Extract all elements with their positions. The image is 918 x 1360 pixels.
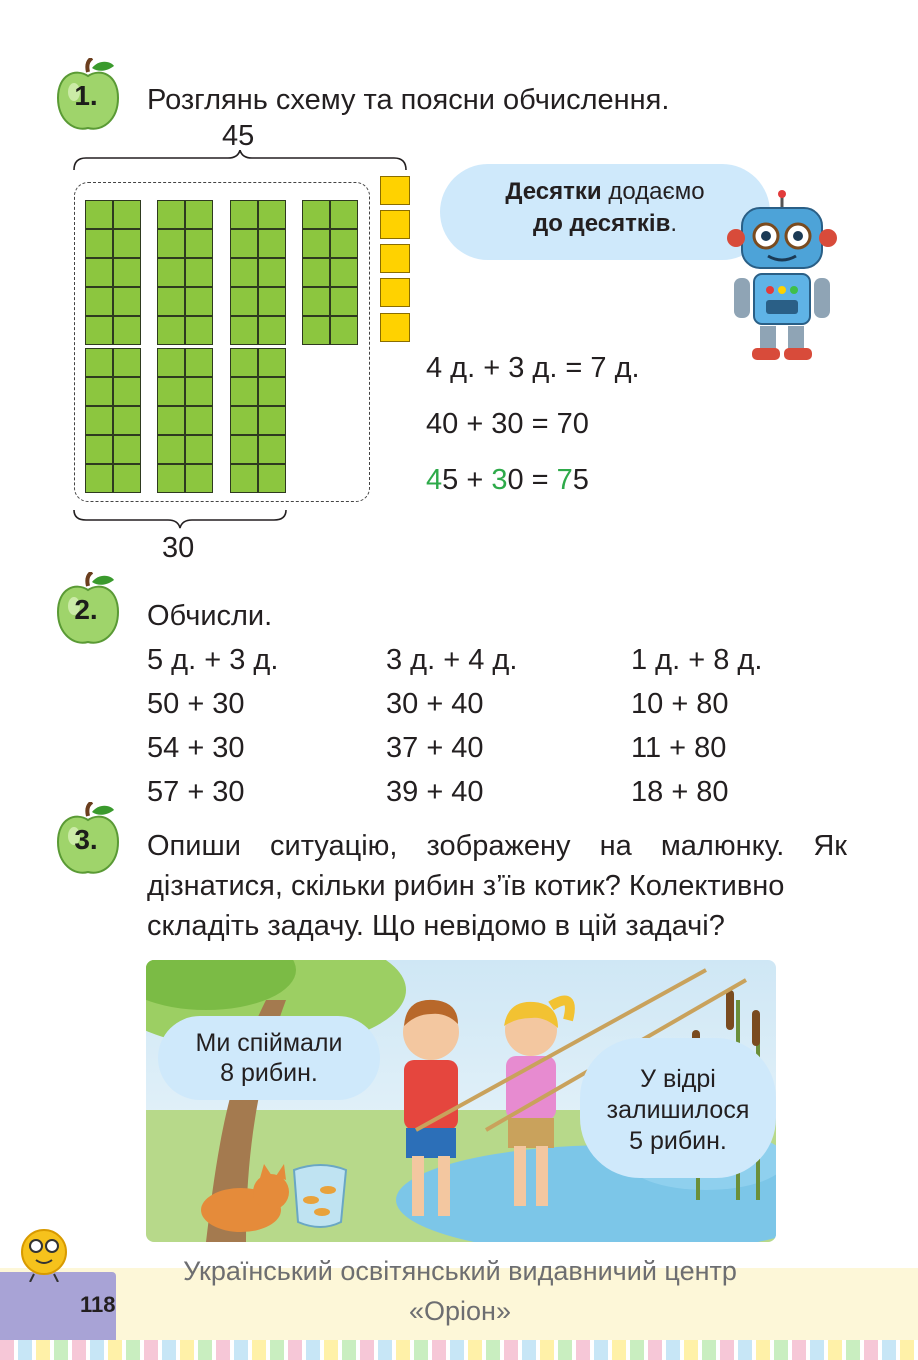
tens-block: [85, 200, 141, 345]
equation-part: 5: [572, 464, 589, 496]
tens-block: [157, 348, 213, 493]
unit-cube: [380, 278, 410, 307]
mascot-icon: [10, 1222, 80, 1282]
footer-stripe: [0, 1340, 918, 1360]
bubble-line: Ми спіймали: [195, 1029, 343, 1057]
top-brace: [72, 150, 410, 172]
expression: 37 + 40: [386, 732, 484, 764]
task3-line: дізнатися, скільки рибин з’їв котик? Колективно: [147, 870, 785, 902]
page-number: 118: [80, 1292, 116, 1317]
expression: 57 + 30: [147, 776, 245, 808]
expression: 50 + 30: [147, 688, 245, 720]
apple-number-badge-2: [56, 572, 120, 642]
publisher-name: Український освітянський видавничий центр: [183, 1256, 737, 1286]
task-number: 1.: [74, 80, 98, 111]
bubble-bold-text: Десятки: [505, 178, 602, 205]
task-number: 3.: [74, 824, 98, 855]
unit-cube: [380, 244, 410, 273]
expression: 18 + 80: [631, 776, 729, 808]
bubble-line: 5 рибин.: [629, 1127, 727, 1155]
digit-tens: 4: [426, 464, 443, 496]
bottom-brace-label: 30: [162, 532, 195, 564]
tens-block: [302, 200, 358, 345]
equation-tens: 4 д. + 3 д. = 7 д.: [426, 352, 640, 384]
task1-instruction: Розглянь схему та поясни обчислення.: [147, 84, 670, 116]
expression: 39 + 40: [386, 776, 484, 808]
publisher-brand: «Оріон»: [409, 1296, 511, 1326]
expression: 30 + 40: [386, 688, 484, 720]
bubble-text: .: [670, 210, 678, 237]
bottom-brace: [72, 508, 290, 530]
speech-bubble-bucket: [580, 1038, 776, 1178]
tens-block: [157, 200, 213, 345]
bubble-text: додаємо: [601, 178, 705, 205]
task3-line: складіть задачу. Що невідомо в цій задачі?: [147, 910, 725, 942]
equation-round: 40 + 30 = 70: [426, 408, 589, 440]
bubble-line: залишилося: [606, 1096, 750, 1124]
task3-line: Опиши ситуацію, зображену на малюнку. Як: [147, 830, 847, 862]
bubble-line: У відрі: [640, 1065, 716, 1093]
task2-instruction: Обчисли.: [147, 600, 273, 632]
task3-instruction: [147, 826, 847, 946]
expression: 54 + 30: [147, 732, 245, 764]
expression: 1 д. + 8 д.: [631, 644, 763, 676]
task2-column-3: [631, 640, 762, 812]
expression: 5 д. + 3 д.: [147, 644, 279, 676]
bubble-line: 8 рибин.: [220, 1059, 318, 1087]
equation-full: [426, 464, 589, 497]
task2-column-2: [386, 640, 517, 812]
tens-block: [230, 200, 286, 345]
tens-block: [85, 348, 141, 493]
unit-cube: [380, 176, 410, 205]
digit-tens: 7: [556, 464, 573, 496]
equation-part: 0 =: [507, 464, 557, 496]
digit-tens: 3: [491, 464, 508, 496]
expression: 10 + 80: [631, 688, 729, 720]
bubble-bold-text: до десятків: [532, 210, 671, 237]
apple-number-badge-3: [56, 802, 120, 872]
task2-column-1: [147, 640, 278, 812]
expression: 3 д. + 4 д.: [386, 644, 518, 676]
speech-bubble-children: [158, 1016, 380, 1100]
equation-part: 5 +: [442, 464, 492, 496]
robot-illustration: [720, 190, 840, 365]
unit-cube: [380, 313, 410, 342]
expression: 11 + 80: [631, 732, 727, 764]
top-brace-label: 45: [222, 120, 255, 152]
apple-number-badge-1: [56, 58, 120, 128]
tens-block: [230, 348, 286, 493]
task-number: 2.: [74, 594, 98, 625]
unit-cube: [380, 210, 410, 239]
